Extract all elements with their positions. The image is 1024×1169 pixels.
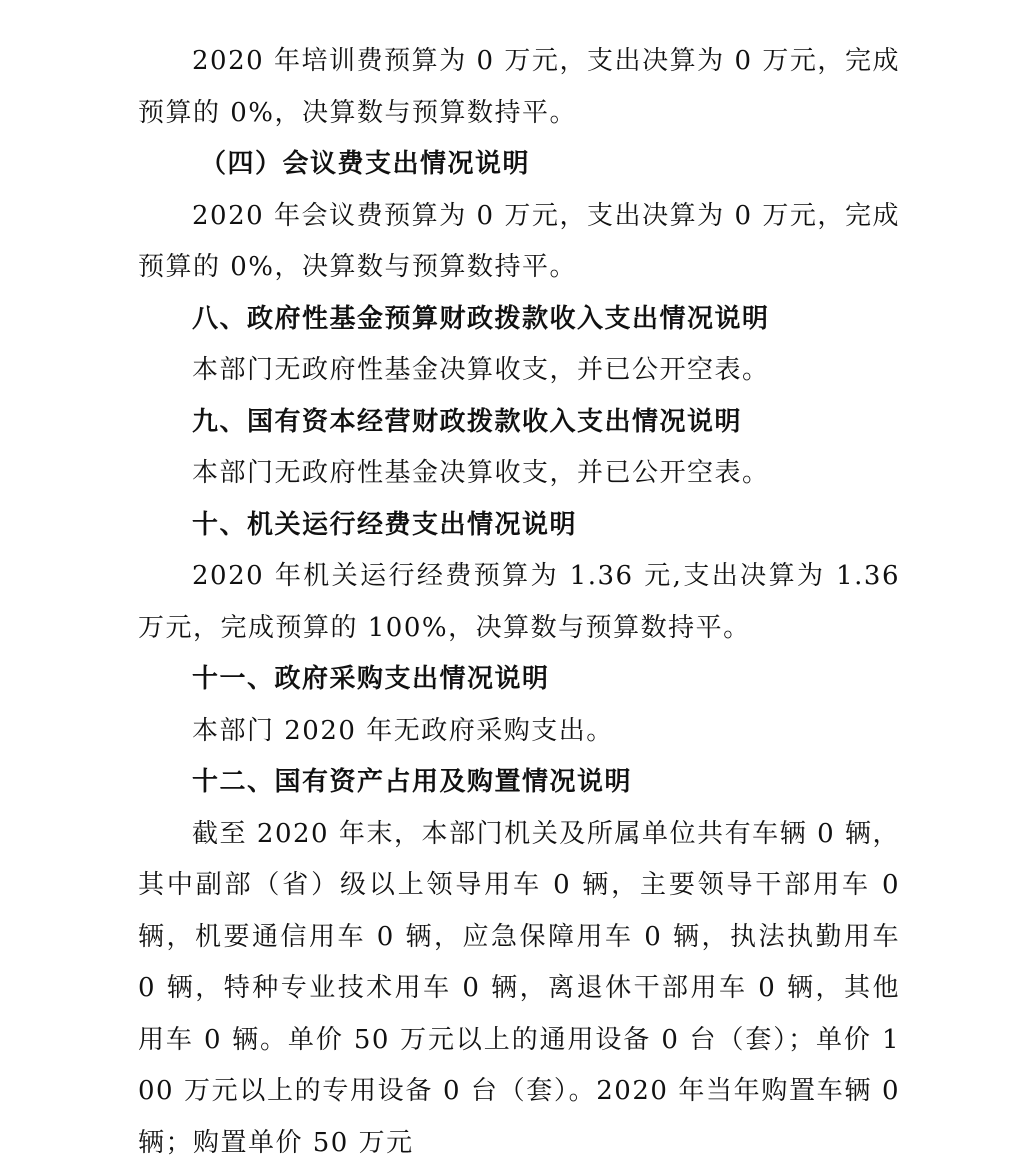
state-assets-paragraph: 截至 2020 年末，本部门机关及所属单位共有车辆 0 辆，其中副部（省）级以上领导用车 0 辆，主要领导干部用车 0 辆，机要通信用车 0 辆，应急保障用车 0 辆，执法执勤用车 0 辆，特种专业技术用车 0 辆，离退休干部用车 0 辆，其他用车 0 辆。单价 50 万元以上的通用设备 0 台（套）；单价 100 万元以上的专用设备 0 台（套）。2020 年当年购置车辆 0 辆；购置单价 50 万元: [138, 809, 900, 1169]
document-page: [138, 36, 900, 1169]
training-fee-paragraph: 2020 年培训费预算为 0 万元，支出决算为 0 万元，完成预算的 0%，决算数与预算数持平。: [138, 36, 900, 139]
gov-fund-heading: 八、政府性基金预算财政拨款收入支出情况说明: [138, 294, 900, 346]
meeting-fee-subheading: （四）会议费支出情况说明: [138, 139, 900, 191]
state-capital-paragraph: 本部门无政府性基金决算收支，并已公开空表。: [138, 448, 900, 500]
meeting-fee-paragraph: 2020 年会议费预算为 0 万元，支出决算为 0 万元，完成预算的 0%，决算数与预算数持平。: [138, 191, 900, 294]
state-assets-heading: 十二、国有资产占用及购置情况说明: [138, 757, 900, 809]
state-capital-heading: 九、国有资本经营财政拨款收入支出情况说明: [138, 397, 900, 449]
gov-fund-paragraph: 本部门无政府性基金决算收支，并已公开空表。: [138, 345, 900, 397]
procurement-paragraph: 本部门 2020 年无政府采购支出。: [138, 706, 900, 758]
operating-expense-paragraph: 2020 年机关运行经费预算为 1.36 元,支出决算为 1.36 万元，完成预算的 100%，决算数与预算数持平。: [138, 551, 900, 654]
procurement-heading: 十一、政府采购支出情况说明: [138, 654, 900, 706]
operating-expense-heading: 十、机关运行经费支出情况说明: [138, 500, 900, 552]
